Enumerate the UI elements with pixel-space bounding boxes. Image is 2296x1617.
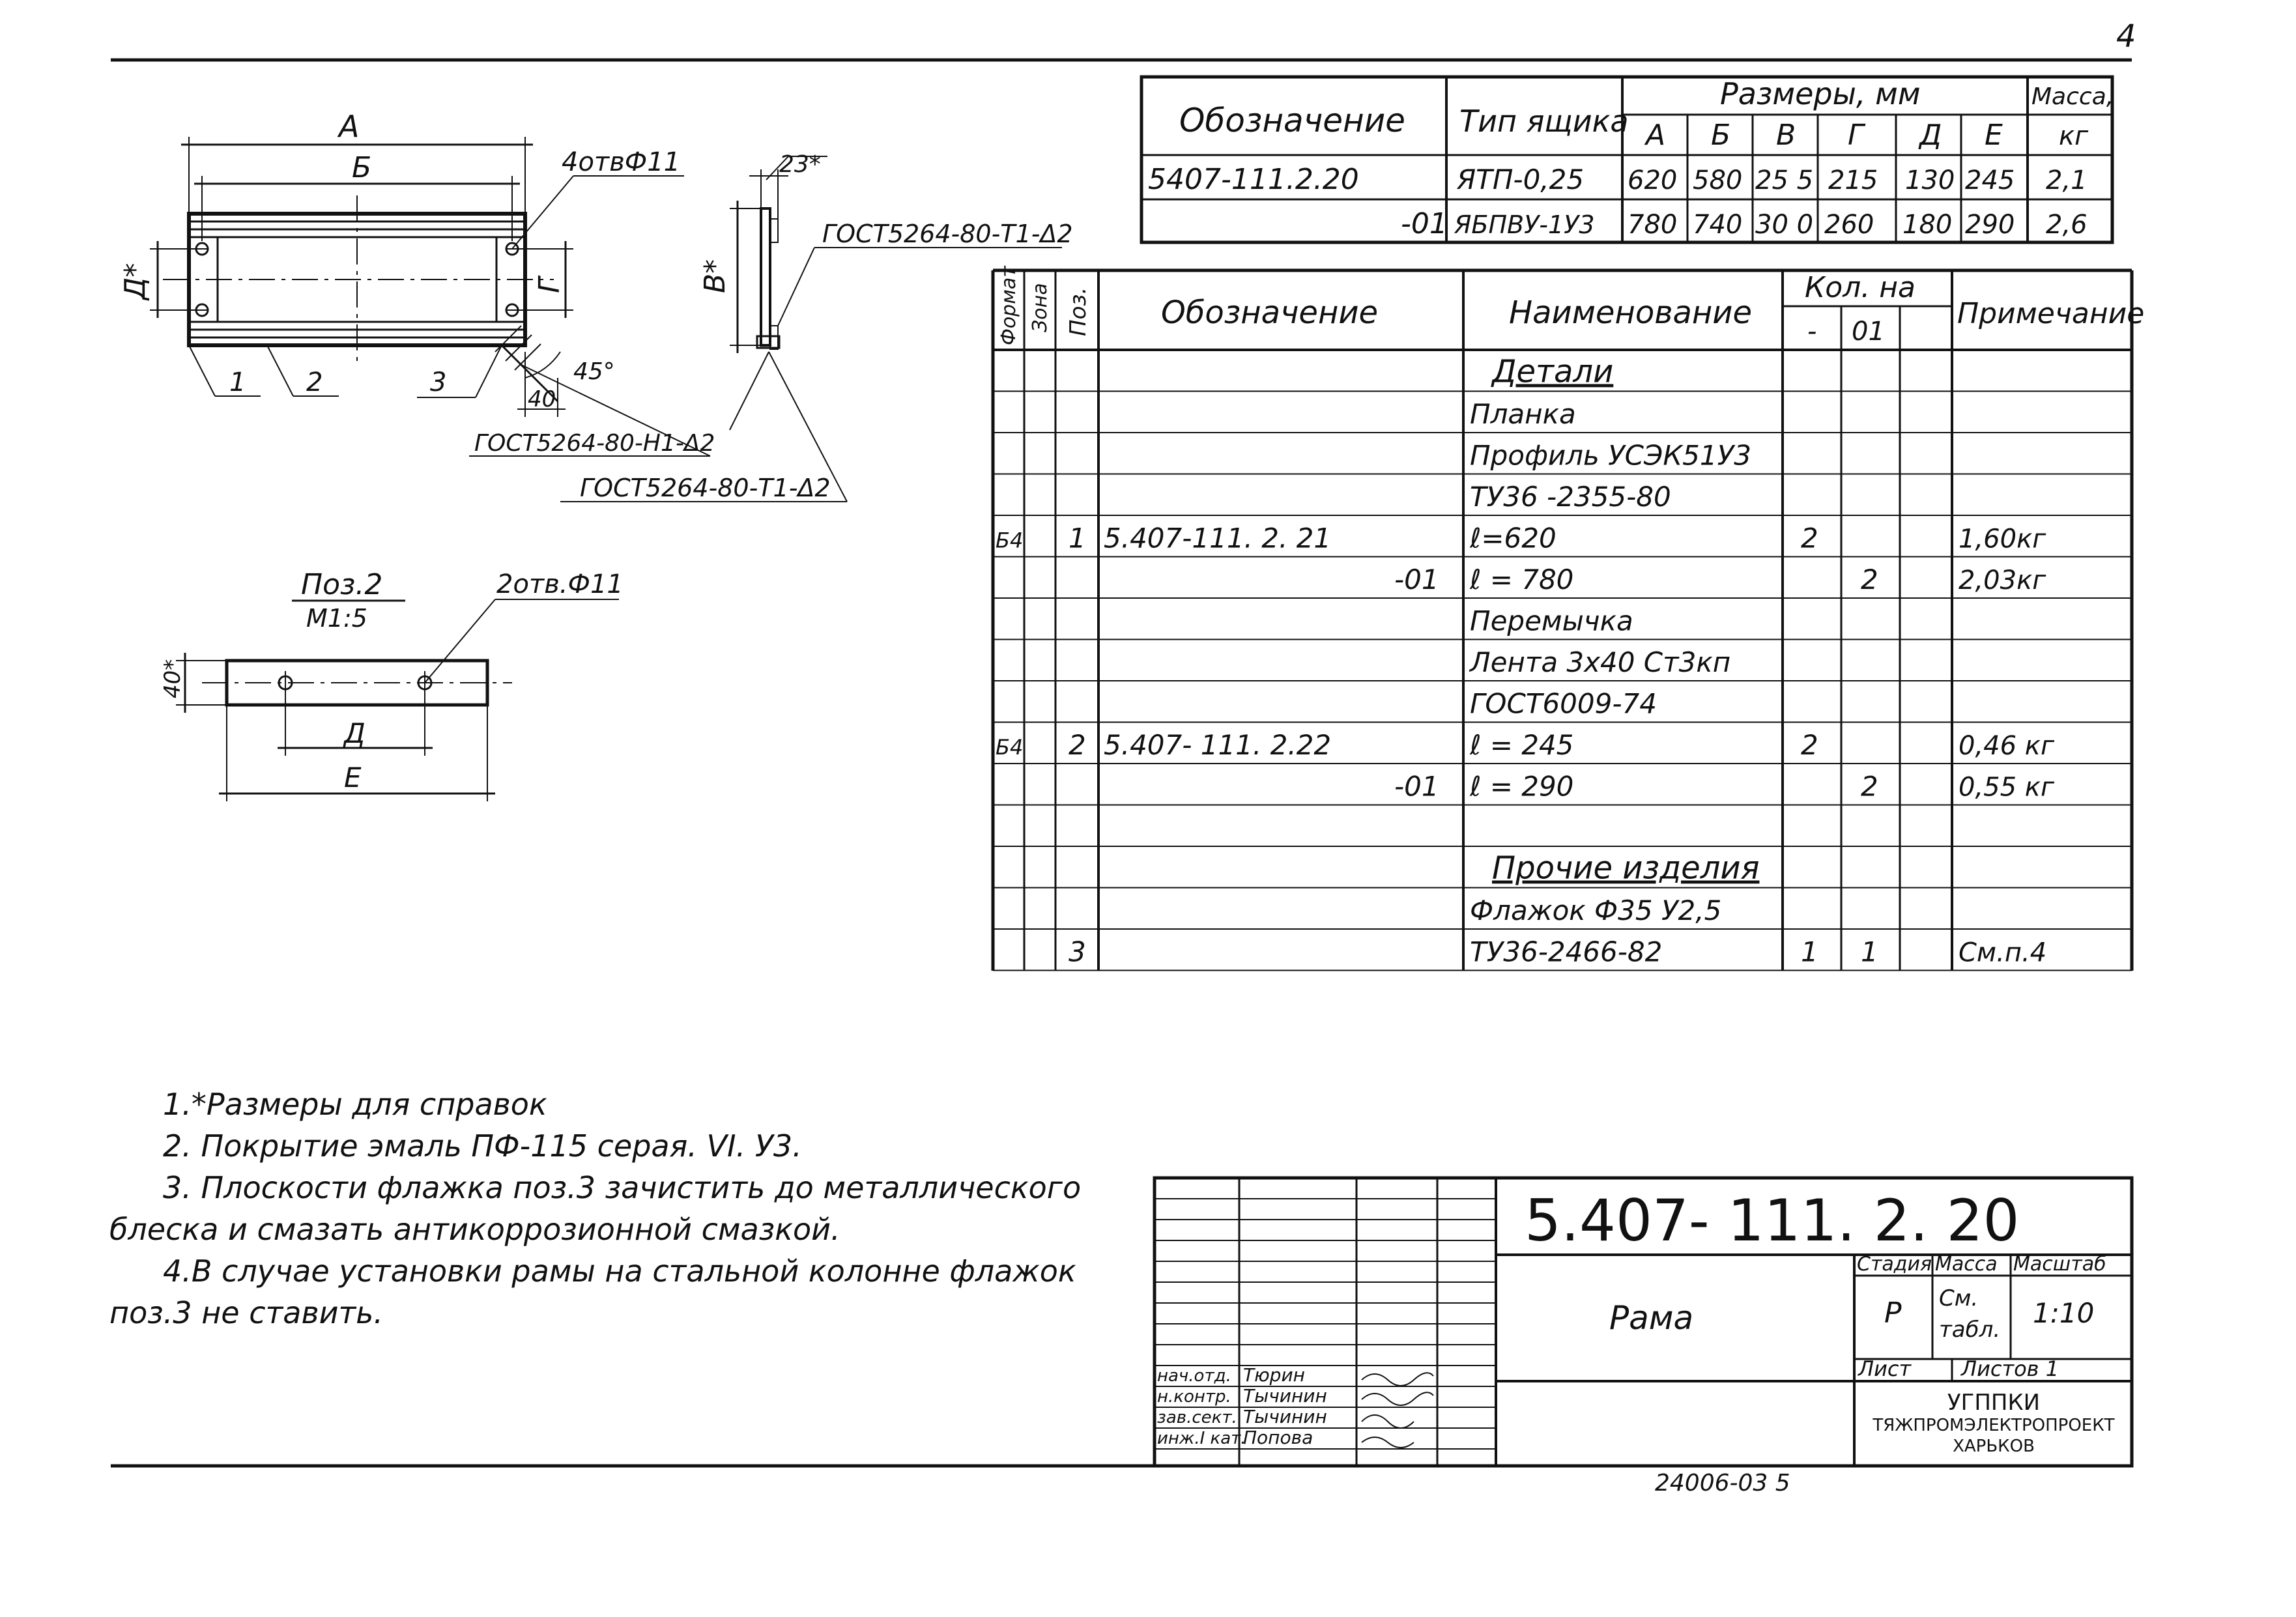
spec-cell-name: ТУ36-2466-82 [1470, 936, 1663, 968]
spec-cell-qty2: 2 [1861, 564, 1878, 595]
spec-header-qty-1: - [1807, 317, 1817, 347]
stage-label: Стадия [1857, 1253, 1932, 1276]
dims-row1-b: 580 [1693, 165, 1743, 195]
spec-cell-designation: 5.407-111. 2. 21 [1104, 522, 1332, 554]
weld-h1-label: ГОСТ5264-80-Н1-Δ2 [474, 430, 715, 457]
dims-row2-g: 260 [1824, 210, 1874, 240]
dim-d-label: Д* [119, 263, 152, 300]
spec-cell-name: Прочие изделия [1492, 850, 1760, 887]
sheets-label: Листов 1 [1961, 1356, 2059, 1381]
signer-name: Тюрин [1243, 1364, 1305, 1386]
spec-cell-format: Б4 [996, 735, 1024, 760]
pos2-view [176, 599, 619, 801]
spec-cell-qty1: 2 [1801, 729, 1818, 761]
dims-col-a: А [1646, 119, 1666, 152]
main-view [150, 137, 710, 456]
spec-cell-note: 0,46 кг [1959, 731, 2054, 761]
dims-row1-designation: 5407-111.2.20 [1148, 163, 1359, 196]
angle-label: 45° [573, 358, 615, 385]
drawing-name: Рама [1609, 1299, 1694, 1337]
dims-row1-g: 215 [1828, 165, 1878, 195]
dims-header-mass-unit: кг [2059, 121, 2089, 151]
spec-cell-name: ℓ = 245 [1470, 729, 1574, 761]
dims-row2-mass: 2,6 [2046, 210, 2088, 240]
note-2: 2. Покрытие эмаль ПФ-115 серая. VI. У3. [163, 1128, 802, 1164]
spec-cell-note: 2,03кг [1959, 565, 2046, 595]
dim-g-label: Г [533, 277, 566, 293]
spec-header-designation: Обозначение [1161, 294, 1379, 331]
spec-header-name: Наименование [1509, 294, 1753, 331]
spec-cell-name: Перемычка [1470, 605, 1633, 637]
org-line-3: ХАРЬКОВ [1953, 1437, 2035, 1456]
pos2-dim-e: Е [344, 762, 362, 794]
dims-row1-mass: 2,1 [2046, 165, 2088, 195]
spec-cell-name: Флажок Ф35 У2,5 [1470, 894, 1722, 926]
spec-cell-qty2: 2 [1861, 770, 1878, 803]
signer-name: Тычинин [1243, 1385, 1327, 1407]
dims-row1-v: 25 5 [1755, 165, 1814, 195]
spec-header-pos: Поз. [1065, 287, 1091, 336]
stamp-number: 24006-03 5 [1655, 1470, 1790, 1496]
sheet-label: Лист [1858, 1356, 1912, 1381]
dims-row1-a: 620 [1628, 165, 1678, 195]
dims-row2-designation: -01 [1401, 207, 1448, 240]
stage-value: Р [1884, 1296, 1902, 1330]
signature-scribbles [1362, 1373, 1433, 1448]
spec-cell-format: Б4 [996, 528, 1024, 553]
spec-cell-note: 1,60кг [1959, 524, 2046, 554]
dims-col-d: Д [1919, 119, 1942, 152]
dims-col-v: В [1776, 119, 1796, 152]
spec-cell-pos: 2 [1069, 729, 1086, 761]
spec-cell-pos: 1 [1069, 522, 1086, 554]
signer-role: нач.отд. [1157, 1366, 1231, 1386]
spec-cell-note: См.п.4 [1959, 937, 2047, 968]
spec-cell-qty1: 2 [1801, 522, 1818, 554]
dim-a-label: А [339, 109, 360, 144]
spec-cell-name: ℓ=620 [1470, 522, 1557, 554]
dims-row1-d: 130 [1905, 165, 1955, 195]
spec-header-note: Примечание [1957, 297, 2145, 330]
spec-cell-name: Детали [1492, 353, 1614, 390]
dims-row2-b: 740 [1693, 210, 1743, 240]
signer-role: н.контр. [1157, 1387, 1231, 1407]
note-1: 1.*Размеры для справок [163, 1087, 547, 1122]
org-line-1: УГППКИ [1947, 1390, 2041, 1416]
holes-label: 4отвФ11 [562, 147, 681, 177]
drawing-code: 5.407- 111. 2. 20 [1525, 1187, 2020, 1254]
signer-name: Тычинин [1243, 1406, 1327, 1427]
dims-row2-d: 180 [1902, 210, 1953, 240]
dims-row1-box-type: ЯТП-0,25 [1457, 164, 1585, 195]
mass-value-2: табл. [1939, 1317, 2001, 1343]
pos2-holes: 2отв.Ф11 [496, 569, 624, 599]
signer-role: инж.I кат. [1157, 1429, 1246, 1448]
dims-header-mass: Масса, [2031, 83, 2114, 110]
dim-b-label: Б [352, 151, 372, 184]
pos2-scale: М1:5 [306, 604, 367, 633]
dims-header-box-type: Тип ящика [1459, 104, 1629, 139]
dims-col-e: Е [1985, 119, 2003, 152]
signer-name: Попова [1243, 1427, 1313, 1448]
weld-t1-label: ГОСТ5264-80-Т1-Δ2 [580, 474, 831, 502]
mass-value-1: См. [1939, 1285, 1979, 1311]
dims-row2-e: 290 [1965, 210, 2015, 240]
spec-cell-designation: 5.407- 111. 2.22 [1104, 729, 1332, 761]
spec-cell-pos: 3 [1069, 936, 1086, 968]
spec-header-zone: Зона [1029, 283, 1052, 332]
dims-header-sizes: Размеры, мм [1720, 76, 1921, 111]
note-3: 3. Плоскости флажка поз.3 зачистить до металлического [163, 1170, 1082, 1205]
dims-row2-v: 30 0 [1755, 210, 1814, 240]
mass-label: Масса [1935, 1253, 1998, 1276]
weld-top-label: ГОСТ5264-80-Т1-Δ2 [822, 220, 1073, 248]
dims-row2-a: 780 [1628, 210, 1678, 240]
dim-40-label: 40 [528, 386, 556, 412]
scale-value: 1:10 [2033, 1297, 2095, 1329]
callout-3: 3 [430, 367, 447, 397]
spec-cell-name: Лента 3х40 Ст3кп [1470, 646, 1731, 678]
spec-cell-name: Планка [1470, 398, 1576, 430]
dims-col-g: Г [1848, 119, 1864, 152]
org-line-2: ТЯЖПРОМЭЛЕКТРОПРОЕКТ [1873, 1416, 2115, 1435]
pos2-dim-d: Д [344, 717, 366, 749]
spec-cell-designation: -01 [1394, 564, 1439, 595]
signers [1157, 1364, 1327, 1448]
spec-cell-note: 0,55 кг [1959, 772, 2054, 803]
spec-header-format: Формат [997, 266, 1020, 345]
signer-role: зав.сект. [1157, 1408, 1237, 1427]
dims-row1-e: 245 [1965, 165, 2015, 195]
dims-col-b: Б [1711, 119, 1731, 152]
pos2-title: Поз.2 [301, 568, 383, 601]
spec-header-qty: Кол. на [1805, 271, 1916, 304]
note-3-cont: блеска и смазать антикоррозионной смазкой. [109, 1212, 840, 1247]
callout-2: 2 [306, 367, 323, 397]
side-dim-v: В* [698, 259, 732, 293]
spec-cell-designation: -01 [1394, 770, 1439, 803]
spec-cell-name: ℓ = 780 [1470, 564, 1574, 595]
spec-cell-name: ТУ36 -2355-80 [1470, 481, 1671, 513]
dims-header-designation: Обозначение [1179, 102, 1405, 139]
sheet-number: 4 [2116, 18, 2136, 55]
spec-cell-name: ℓ = 290 [1470, 770, 1574, 803]
callout-1: 1 [229, 367, 246, 397]
spec-rows [996, 354, 2055, 968]
note-4: 4.В случае установки рамы на стальной колонне флажок [163, 1253, 1076, 1289]
scale-label: Масштаб [2013, 1253, 2106, 1276]
spec-cell-name: ГОСТ6009-74 [1470, 687, 1657, 720]
spec-header-qty-2: 01 [1852, 317, 1885, 347]
side-dim-23: 23* [779, 151, 821, 178]
note-4-cont: поз.3 не ставить. [109, 1295, 383, 1330]
pos2-dim-40: 40* [160, 659, 186, 698]
spec-cell-name: Профиль УСЭК51У3 [1470, 439, 1751, 472]
spec-cell-qty2: 1 [1861, 936, 1878, 968]
dims-row2-box-type: ЯБПВУ-1У3 [1454, 210, 1595, 239]
spec-cell-qty1: 1 [1801, 936, 1818, 968]
